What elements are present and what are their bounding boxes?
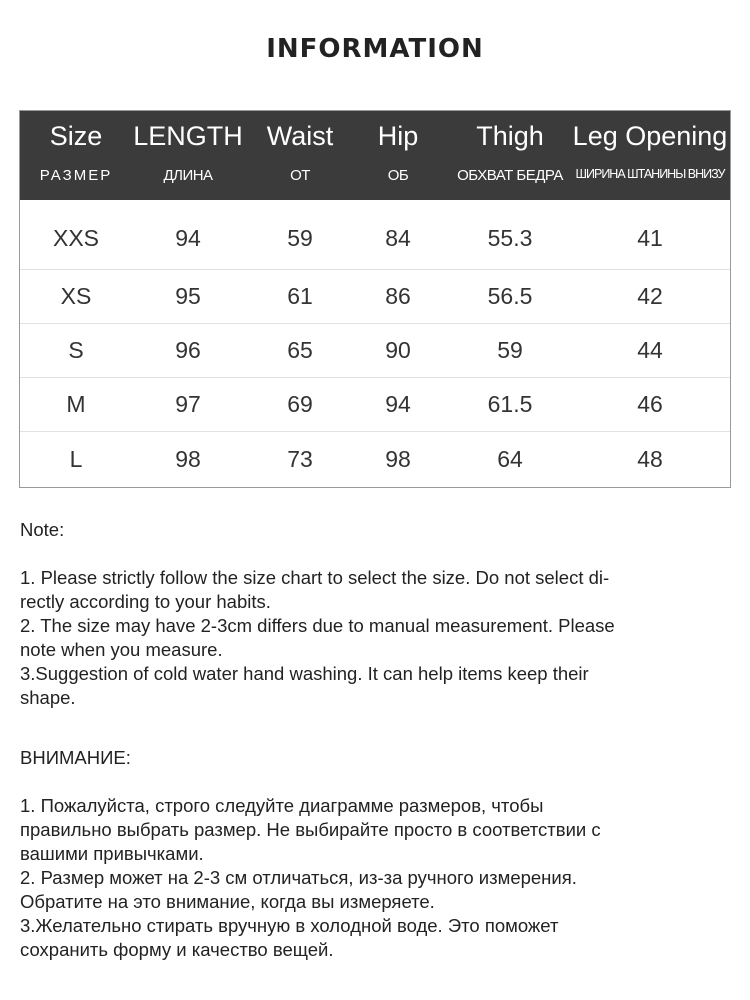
notes-en-heading: Note:	[20, 519, 65, 540]
table-body	[20, 200, 730, 486]
header-waist	[244, 111, 356, 200]
cell-waist: 65	[287, 337, 313, 363]
header-hip	[356, 111, 440, 200]
note-line: 3.Желательно стирать вручную в холодной воде. Это поможет	[20, 915, 559, 936]
note-line: 1. Please strictly follow the size chart to select the size. Do not select di-	[20, 567, 610, 588]
header-label-en: Hip	[377, 121, 419, 151]
cell-hip: 98	[385, 446, 411, 472]
note-line: shape.	[20, 687, 76, 708]
cell-hip: 94	[385, 391, 411, 417]
cell-thigh: 55.3	[487, 225, 533, 251]
cell-length: 96	[175, 337, 201, 363]
note-line: Обратите на это внимание, когда вы измеряете.	[20, 891, 435, 912]
cell-waist: 69	[287, 391, 313, 417]
note-line: 2. The size may have 2-3cm differs due to manual measurement. Please	[20, 615, 615, 636]
notes-section	[20, 518, 732, 962]
table-row	[20, 432, 730, 486]
cell-length: 97	[175, 391, 201, 417]
cell-size: M	[66, 391, 86, 417]
cell-thigh: 64	[497, 446, 523, 472]
table-row	[20, 200, 730, 270]
header-label-ru: ШИРИНА ШТАНИНЫ ВНИЗУ	[575, 167, 725, 181]
note-line: вашими привычками.	[20, 843, 204, 864]
note-line: 3.Suggestion of cold water hand washing. It can help items keep their	[20, 663, 589, 684]
header-label-en: Size	[49, 121, 103, 151]
cell-waist: 73	[287, 446, 313, 472]
note-line: note when you measure.	[20, 639, 223, 660]
cell-hip: 84	[385, 225, 411, 251]
header-label-ru: ОТ	[290, 167, 310, 184]
cell-size: S	[68, 337, 84, 363]
cell-size: XXS	[52, 225, 100, 251]
table-row	[20, 378, 730, 432]
note-line: 2. Размер может на 2-3 см отличаться, из-за ручного измерения.	[20, 867, 577, 888]
table-header	[20, 111, 730, 200]
header-label-en: Waist	[266, 121, 334, 151]
cell-size: XS	[60, 283, 92, 309]
notes-ru-heading: ВНИМАНИЕ:	[20, 747, 131, 768]
header-thigh	[440, 111, 580, 200]
header-label-ru: ОБ	[387, 167, 409, 184]
cell-size: L	[69, 446, 83, 472]
header-length	[132, 111, 244, 200]
header-leg-opening	[570, 111, 730, 200]
note-line: правильно выбрать размер. Не выбирайте просто в соответствии с	[20, 819, 601, 840]
note-line: rectly according to your habits.	[20, 591, 271, 612]
note-line: 1. Пожалуйста, строго следуйте диаграмме размеров, чтобы	[20, 795, 544, 816]
table-row	[20, 270, 730, 324]
header-label-ru: ОБХВАТ БЕДРА	[457, 167, 563, 184]
cell-leg-opening: 41	[637, 225, 663, 251]
cell-thigh: 56.5	[487, 283, 533, 309]
cell-hip: 90	[385, 337, 411, 363]
cell-length: 98	[175, 446, 201, 472]
cell-length: 95	[175, 283, 201, 309]
header-size	[20, 111, 132, 200]
header-label-en: Thigh	[476, 121, 544, 151]
note-line: сохранить форму и качество вещей.	[20, 939, 334, 960]
cell-length: 94	[175, 225, 201, 251]
cell-waist: 59	[287, 225, 313, 251]
cell-leg-opening: 48	[637, 446, 663, 472]
cell-leg-opening: 44	[637, 337, 663, 363]
header-label-en: Leg Opening	[572, 121, 728, 151]
cell-leg-opening: 46	[637, 391, 663, 417]
header-label-ru: РАЗМЕР	[39, 167, 113, 184]
cell-thigh: 61.5	[487, 391, 533, 417]
header-label-en: LENGTH	[133, 121, 243, 151]
cell-thigh: 59	[497, 337, 523, 363]
cell-leg-opening: 42	[637, 283, 663, 309]
cell-hip: 86	[385, 283, 411, 309]
cell-waist: 61	[287, 283, 313, 309]
page-title: INFORMATION	[266, 34, 484, 64]
table-row	[20, 324, 730, 378]
header-label-ru: ДЛИНА	[163, 167, 213, 184]
size-chart-table	[19, 110, 731, 488]
